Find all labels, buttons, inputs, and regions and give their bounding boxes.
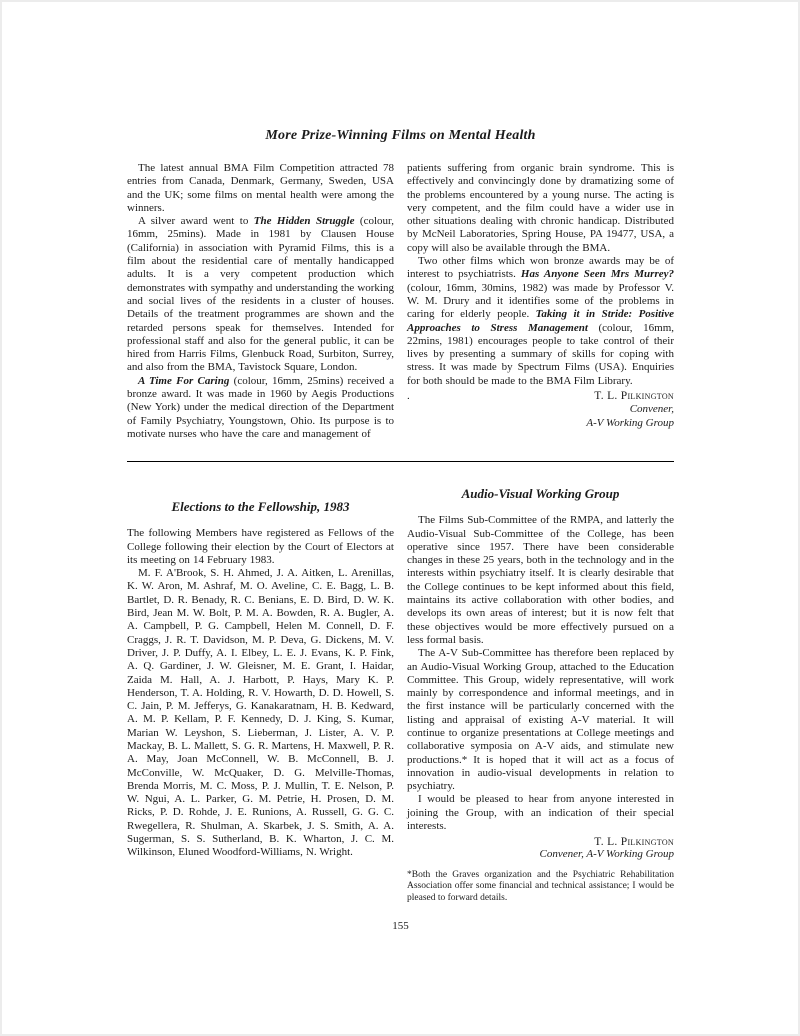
paragraph: The latest annual BMA Film Competition attracted 78 entries from Canada, Denmark, Germany, Sweden, USA and the UK; some films on mental health were among the winners. <box>127 162 394 214</box>
elections-title: Elections to the Fellowship, 1983 <box>171 499 350 515</box>
paragraph: I would be pleased to hear from anyone interested in joining the Group, with an indication of their special interests. <box>407 793 674 833</box>
paragraph: The A-V Sub-Committee has therefore been replaced by an Audio-Visual Working Group, attached to the Education Committee. This Group, widely representative, will work mainly by correspondence and informal meetings, and in the first instance will be particularly concerned with the listing and appraisal of existing A-V material. It will continue to organize presentations at College meetings and collaborative symposia on A-V aids, and stimulate new productions.* It is hoped that it will act as a focus of innovation in audio-visual developments in relation to psychiatry. <box>407 647 674 793</box>
stray-period: . <box>407 390 410 403</box>
paragraph: The following Members have registered as Fellows of the College following their election by the Court of Electors at its meeting on 14 February 1983. <box>127 527 394 566</box>
section-divider <box>127 461 674 462</box>
paragraph-text: (colour, 16mm, 25mins) received a bronze award. It was made in 1960 by Aegis Productions (New York) under the medical direction of the Department of Family Psychiatry, Youngstown, Ohio. Its purpose is to motivate nurses who have the care and management of <box>127 374 394 440</box>
signature-role: Convener, <box>629 403 674 416</box>
films-left-column <box>127 162 394 441</box>
film-title: A Time For Caring <box>138 374 230 387</box>
signature-role: A-V Working Group <box>586 416 674 429</box>
film-title: The Hidden Struggle <box>253 215 355 228</box>
page-number: 155 <box>392 920 409 933</box>
film-title: Taking it in Stride: Positive Approaches to Stress Management <box>407 308 675 334</box>
signature-block <box>407 390 674 430</box>
signature-row <box>407 390 674 403</box>
signature-role: Convener, A-V Working Group <box>539 848 674 861</box>
paragraph: The Films Sub-Committee of the RMPA, and latterly the Audio-Visual Sub-Committee of the College, has been operative since 1957. There have been considerable changes in these 25 years, both in the technology and in the interests within psychiatry itself. It is clearly desirable that the College continues to be kept informed about this field, maintains its active collaboration with other bodies, and develops its own areas of interest; but it is now felt that these objectives would be more effectively pursued on a less formal basis. <box>407 514 674 646</box>
signature-block <box>407 836 674 861</box>
av-working-group-section <box>407 486 674 904</box>
av-title: Audio-Visual Working Group <box>461 486 620 502</box>
paragraph-text: Two other films which won bronze awards may be of interest to psychiatrists. <box>407 255 674 281</box>
films-article-title: More Prize-Winning Films on Mental Health <box>265 128 536 143</box>
films-article-body <box>127 162 674 441</box>
films-right-column <box>407 162 674 430</box>
paragraph: patients suffering from organic brain syndrome. This is effectively and convincingly done by dramatizing some of the problems encountered by a young nurse. The acting is very competent, and the film could have a wider use in other situations dealing with chronic handicap. Distributed by McNeil Laboratories, Spring House, PA 19477, USA, a copy will also be available through the BMA. <box>407 162 674 254</box>
lower-sections <box>127 486 674 904</box>
paragraph <box>127 375 394 441</box>
signature-name: T. L. Pilkington <box>594 836 674 849</box>
paragraph-text: (colour, 16mm, 30mins, 1982) was made by Professor V. W. M. Drury and it identifies some of the problems in caring for elderly people. <box>407 281 674 321</box>
paragraph-text: (colour, 16mm, 25mins). Made in 1981 by Clausen House (California) in association with Pyramid Films, this is a film about the residential care of mentally handicapped adults. It is a very competent production which demonstrates with sympathy and understanding the working and social lives of the residents in a cluster of houses. Details of the treatment programmes are shown and the retarded persons speak for themselves. Intended for professional staff and also for the general public, it can be hired from Harris Films, Glenbuck Road, Surbiton, Surrey, and also from the BMA, Tavistock Square, London. <box>127 215 394 374</box>
footnote: *Both the Graves organization and the Psychiatric Rehabilitation Association offer some financial and technical assistance; I would be pleased to forward details. <box>407 869 674 903</box>
page-content <box>127 0 674 932</box>
elections-section <box>127 486 394 859</box>
paragraph-text: A silver award went to <box>138 215 254 228</box>
paragraph <box>127 215 394 375</box>
paragraph <box>407 255 674 388</box>
paragraph-text: (colour, 16mm, 22mins, 1981) encourages people to take control of their lives by presenting a summary of skills for coping with stress. It was made by Spectrum Films (USA). Enquiries for both should be made to the BMA Film Library. <box>407 321 674 387</box>
signature-name: T. L. Pilkington <box>594 390 674 403</box>
film-title: Has Anyone Seen Mrs Murrey? <box>520 268 674 281</box>
fellows-name-list: M. F. A'Brook, S. H. Ahmed, J. A. Aitken, L. Arenillas, K. W. Aron, M. Ashraf, M. O. Aveline, C. E. Bagg, L. B. Bartlet, D. R. Benady, R. C. Benians, E. D. Bird, D. W. K. Bird, Jean M. W. Bolt, P. M. A. Bowden, R. A. Bugler, A. A. Campbell, P. G. Campbell, Helen M. Connell, D. F. Craggs, J. R. T. Davidson, M. P. Deva, G. Dickens, M. V. Driver, J. P. Duffy, A. I. Elbey, L. E. J. Evans, K. P. Fink, A. Q. Gardiner, J. W. Gleisner, M. E. Grant, I. Haidar, Zaida M. Hall, A. J. Harbott, P. Hays, Mary K. P. Henderson, T. A. Holding, R. V. Howarth, D. D. Howell, S. C. Jain, P. M. Jefferys, G. Kanakaratnam, H. B. Kedward, A. M. P. Kellam, P. F. Kennedy, D. J. King, S. Kumar, Marian W. Leyshon, S. Lieberman, J. Lister, A. V. P. Mackay, B. L. Mallett, S. G. R. Martens, H. Maxwell, P. R. A. May, Joan McConnell, W. B. McConnell, B. J. McConville, W. McQuaker, D. G. Melville-Thomas, Brenda Morris, M. C. Moss, P. J. Mullin, T. E. Nelson, P. W. Ngui, A. L. Parker, G. M. Petrie, H. Prosen, D. M. Ricks, P. D. Rohde, J. E. Runions, A. Russell, G. G. C. Rwegellera, R. Shulman, A. Skarbek, J. S. Smith, A. A. Sugerman, S. S. Sutherland, B. K. Wharton, J. C. M. Wilkinson, Eluned Woodford-Williams, N. Wright. <box>127 567 394 859</box>
